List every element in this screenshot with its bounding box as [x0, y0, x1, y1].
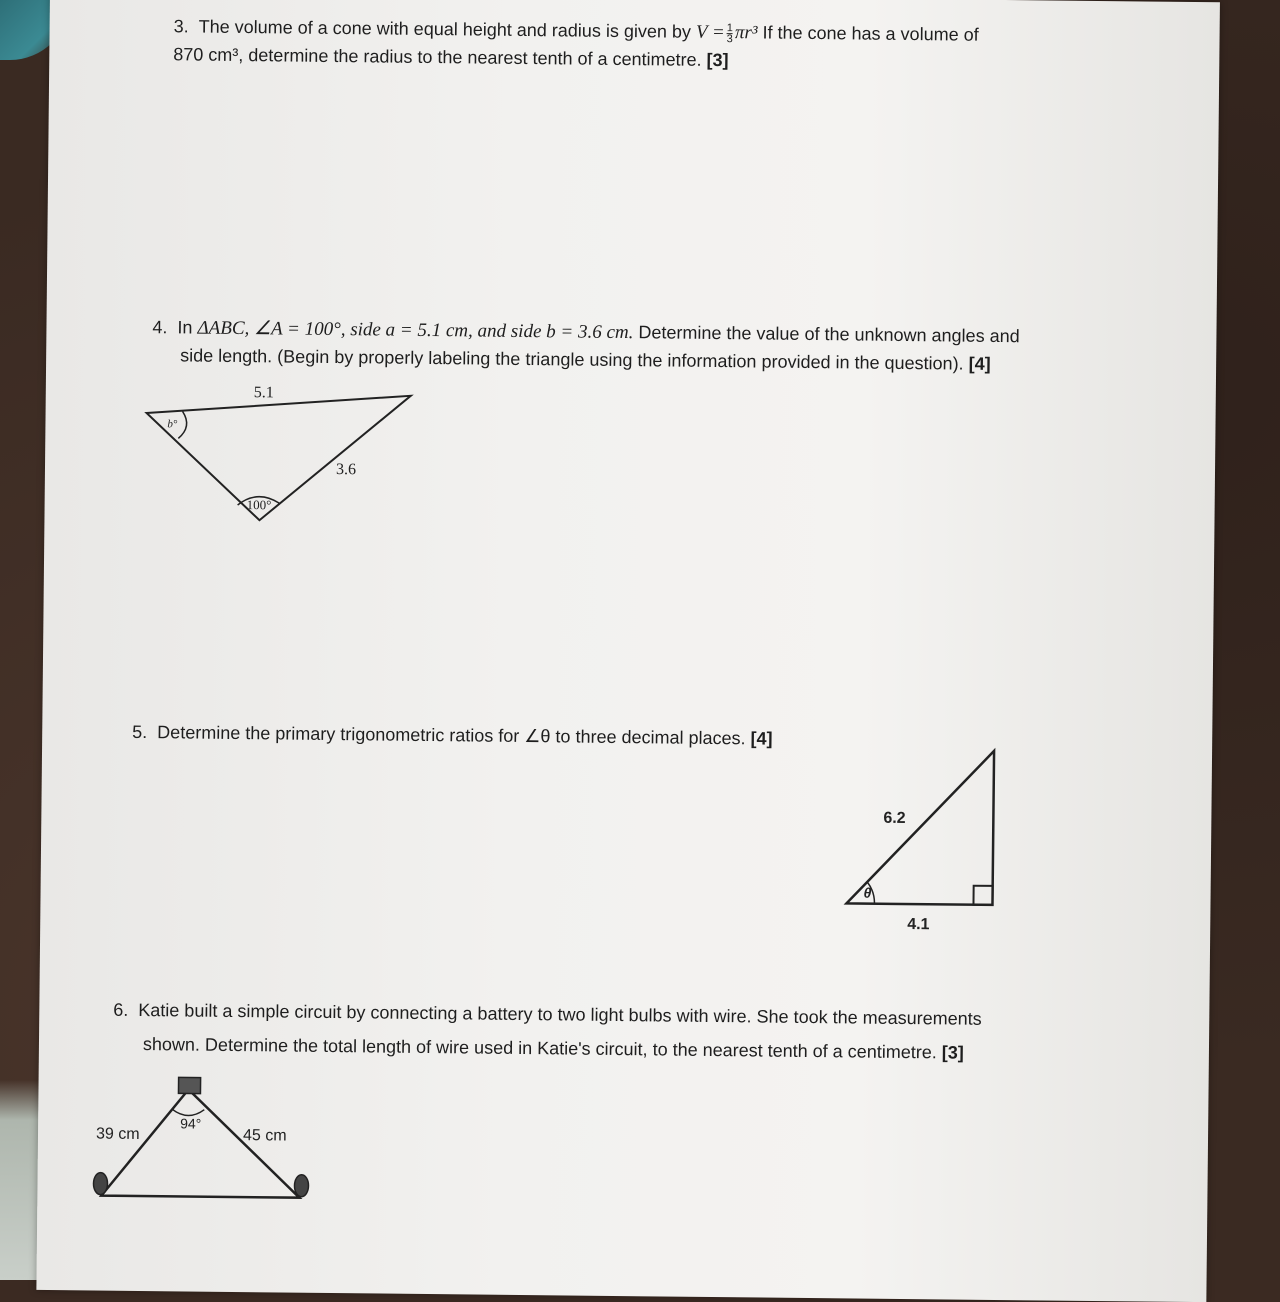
label-base: 4.1	[907, 916, 930, 934]
question-lead: In	[177, 317, 193, 338]
question-text-line2: 870 cm³, determine the radius to the nearest tenth of a centimetre.	[173, 43, 702, 70]
label-theta: θ	[863, 884, 872, 901]
question-5	[132, 719, 932, 753]
formula-rhs: πr³	[734, 22, 758, 44]
question-math: ΔABC, ∠A = 100°, side a = 5.1 cm, and side b = 3.6 cm.	[197, 317, 634, 344]
question-number: 3.	[173, 16, 189, 37]
label-left-angle: b°	[167, 418, 178, 431]
question-number: 4.	[152, 317, 168, 338]
label-top-angle: 94°	[180, 1115, 202, 1132]
marks-badge: [3]	[706, 49, 729, 70]
marks-badge: [4]	[750, 728, 773, 749]
question-text: Determine the primary trigonometric ratios for ∠θ to three decimal places.	[157, 722, 746, 749]
question-number: 5.	[132, 721, 148, 743]
question-number: 6.	[113, 999, 129, 1020]
right-angle-marker	[973, 886, 992, 905]
light-bulb-right-icon	[294, 1175, 308, 1197]
question-4	[152, 314, 1103, 378]
background-blanket	[0, 1080, 40, 1280]
label-hypotenuse: 6.2	[883, 809, 906, 828]
question-text-continued: If the cone has a volume of	[762, 22, 979, 45]
label-bottom-angle: 100°	[246, 497, 272, 513]
worksheet-page	[36, 0, 1220, 1302]
formula-fraction: $\frac{1}{3}$	[726, 21, 734, 45]
right-triangle-shape	[846, 749, 994, 905]
battery-icon	[178, 1077, 200, 1093]
formula-lhs: V =	[695, 21, 725, 44]
question-text: The volume of a cone with equal height and radius is given by	[198, 16, 692, 42]
circuit-diagram-q6	[87, 1070, 328, 1213]
question-text-line2: shown. Determine the total length of wire used in Katie's circuit, to the nearest tenth of a centimetre.	[142, 1034, 937, 1063]
question-3	[173, 13, 1054, 76]
label-top-side: 5.1	[253, 384, 274, 402]
light-bulb-left-icon	[93, 1173, 107, 1195]
angle-arc-left	[178, 411, 186, 438]
question-6	[113, 993, 1094, 1072]
marks-badge: [3]	[941, 1042, 964, 1063]
right-triangle-diagram-q5	[840, 743, 1012, 945]
marks-badge: [4]	[968, 353, 991, 374]
label-left-side: 39 cm	[95, 1125, 140, 1144]
question-text: Determine the value of the unknown angles and	[638, 322, 1020, 347]
question-text: Katie built a simple circuit by connecting a battery to two light bulbs with wire. She took the measurements	[138, 999, 982, 1029]
question-text-line2: side length. (Begin by properly labeling the triangle using the information provided in the question).	[180, 344, 964, 374]
label-right-side: 3.6	[335, 461, 357, 479]
label-right-side: 45 cm	[242, 1127, 287, 1145]
triangle-diagram-q4	[139, 376, 431, 534]
